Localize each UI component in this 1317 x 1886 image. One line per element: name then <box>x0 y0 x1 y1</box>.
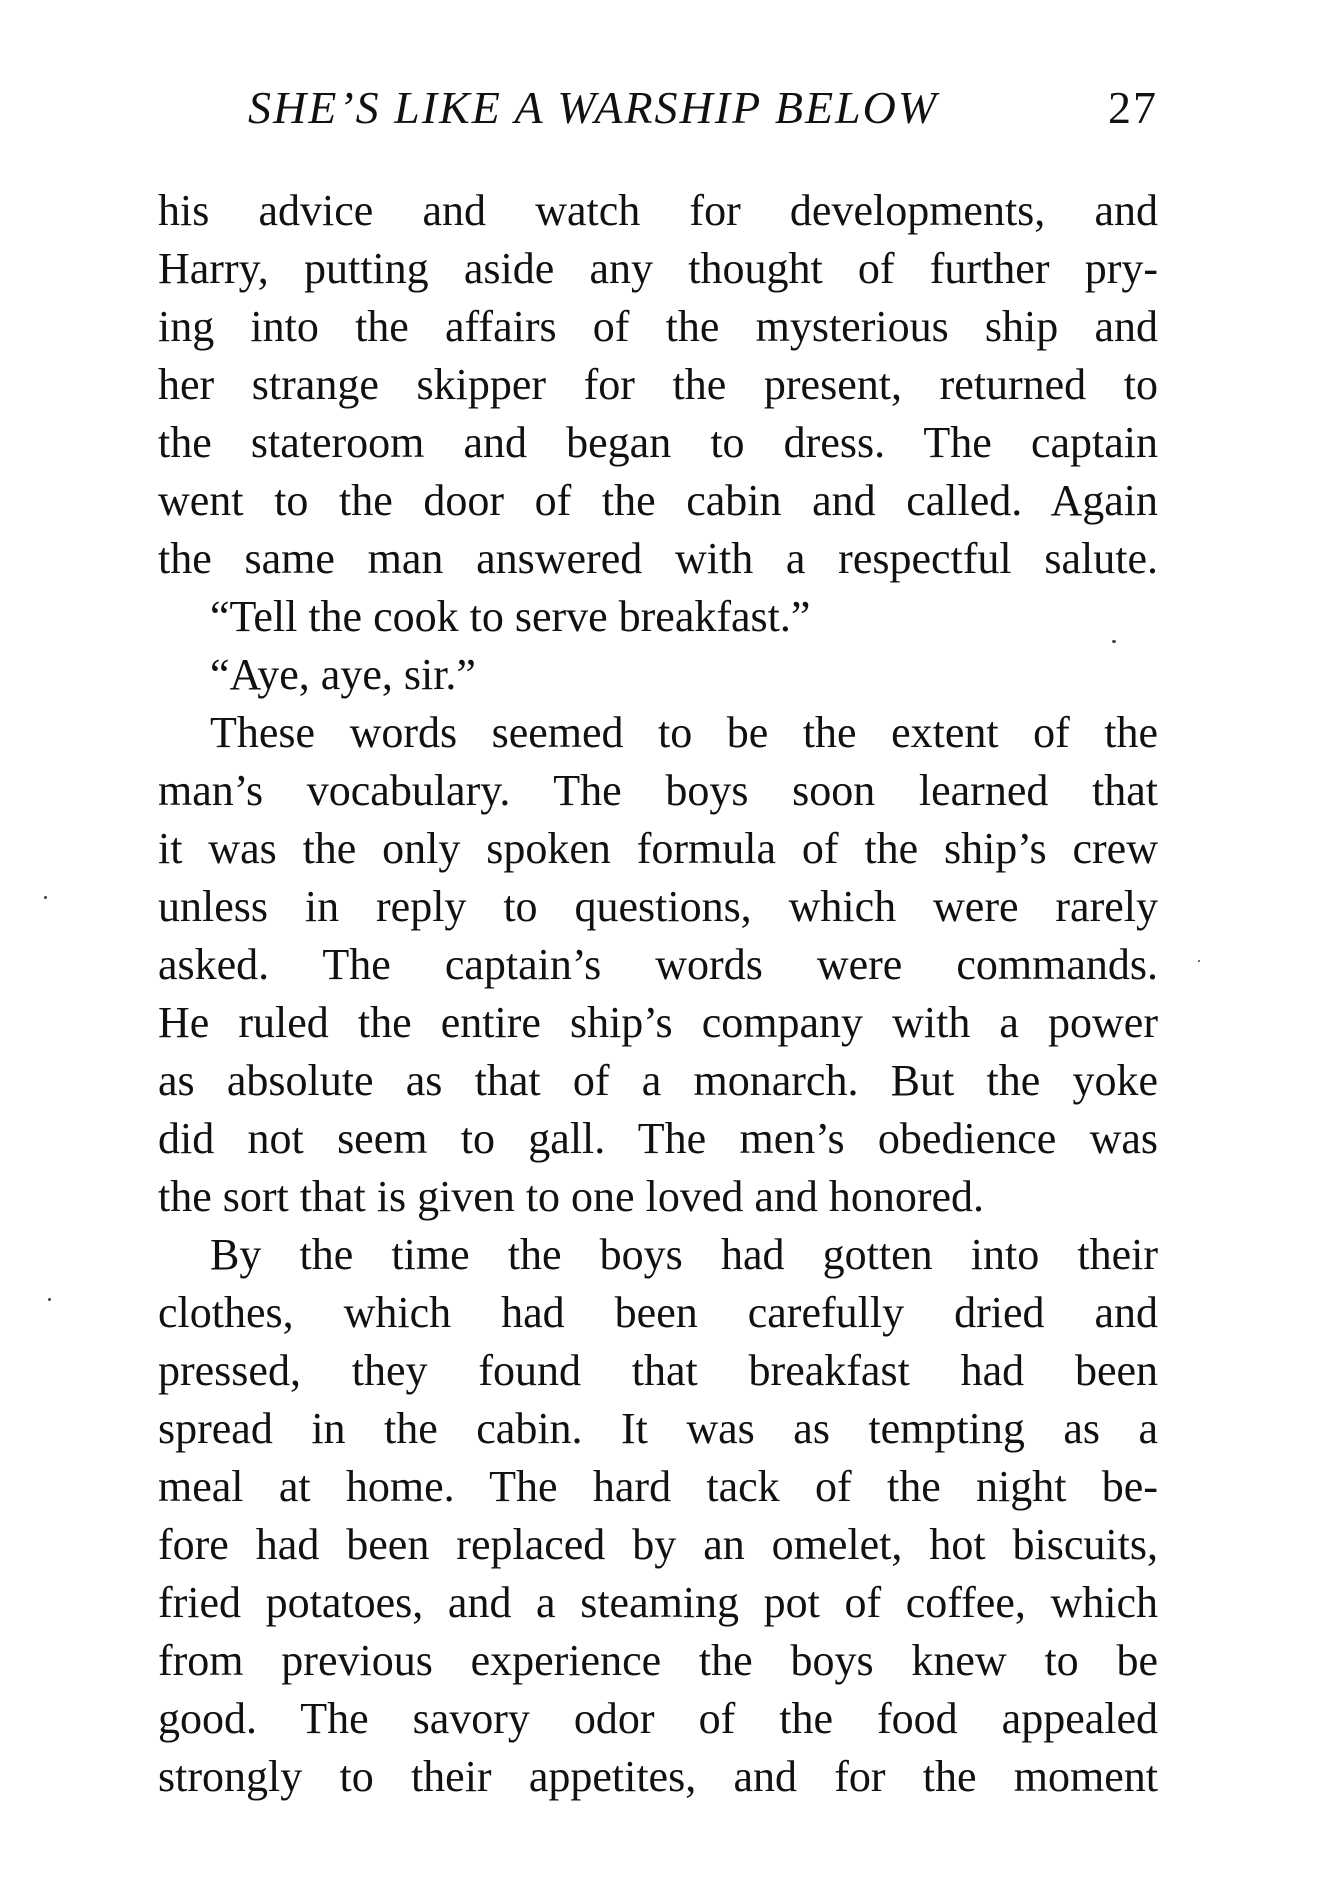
text-line: pressed, they found that breakfast had been <box>158 1346 1158 1395</box>
running-head <box>158 78 1158 138</box>
text-line: clothes, which had been carefully dried and <box>158 1288 1158 1337</box>
paragraph <box>158 182 1158 588</box>
page-number: 27 <box>1108 82 1158 133</box>
running-title: SHE’S LIKE A WARSHIP BELOW <box>248 82 939 133</box>
paragraph <box>158 704 1158 1226</box>
text-line: “Aye, aye, sir.” <box>210 650 476 699</box>
dialogue-paragraph <box>158 588 1158 646</box>
text-line: ing into the affairs of the mysterious ship and <box>158 302 1158 351</box>
text-line: went to the door of the cabin and called. Again <box>158 476 1158 525</box>
paper-speck <box>1198 960 1200 962</box>
text-line: it was the only spoken formula of the ship’s crew <box>158 824 1158 873</box>
text-line: the sort that is given to one loved and honored. <box>158 1172 985 1221</box>
paper-speck <box>44 896 47 899</box>
dialogue-paragraph <box>158 646 1158 704</box>
text-line: These words seemed to be the extent of the <box>210 708 1158 757</box>
text-line: good. The savory odor of the food appealed <box>158 1694 1158 1743</box>
text-line: her strange skipper for the present, returned to <box>158 360 1158 409</box>
text-line: By the time the boys had gotten into their <box>210 1230 1158 1279</box>
text-line: did not seem to gall. The men’s obedience was <box>158 1114 1158 1163</box>
text-line: man’s vocabulary. The boys soon learned that <box>158 766 1158 815</box>
text-line: the same man answered with a respectful salute. <box>158 534 1158 583</box>
text-line: strongly to their appetites, and for the moment <box>158 1752 1158 1801</box>
text-line: as absolute as that of a monarch. But the yoke <box>158 1056 1158 1105</box>
text-line: meal at home. The hard tack of the night be- <box>158 1462 1158 1511</box>
text-line: his advice and watch for developments, and <box>158 186 1158 235</box>
text-line: unless in reply to questions, which were rarely <box>158 882 1158 931</box>
paper-speck <box>1112 640 1116 643</box>
text-line: from previous experience the boys knew to be <box>158 1636 1158 1685</box>
text-line: the stateroom and began to dress. The captain <box>158 418 1158 467</box>
body-text <box>158 182 1158 1806</box>
text-line: Harry, putting aside any thought of further pry- <box>158 244 1158 293</box>
paper-speck <box>48 1298 51 1301</box>
text-line: “Tell the cook to serve breakfast.” <box>210 592 811 641</box>
text-line: asked. The captain’s words were commands. <box>158 940 1158 989</box>
text-line: He ruled the entire ship’s company with a power <box>158 998 1158 1047</box>
text-line: fried potatoes, and a steaming pot of coffee, which <box>158 1578 1158 1627</box>
paragraph <box>158 1226 1158 1806</box>
text-line: spread in the cabin. It was as tempting as a <box>158 1404 1158 1453</box>
text-line: fore had been replaced by an omelet, hot biscuits, <box>158 1520 1158 1569</box>
